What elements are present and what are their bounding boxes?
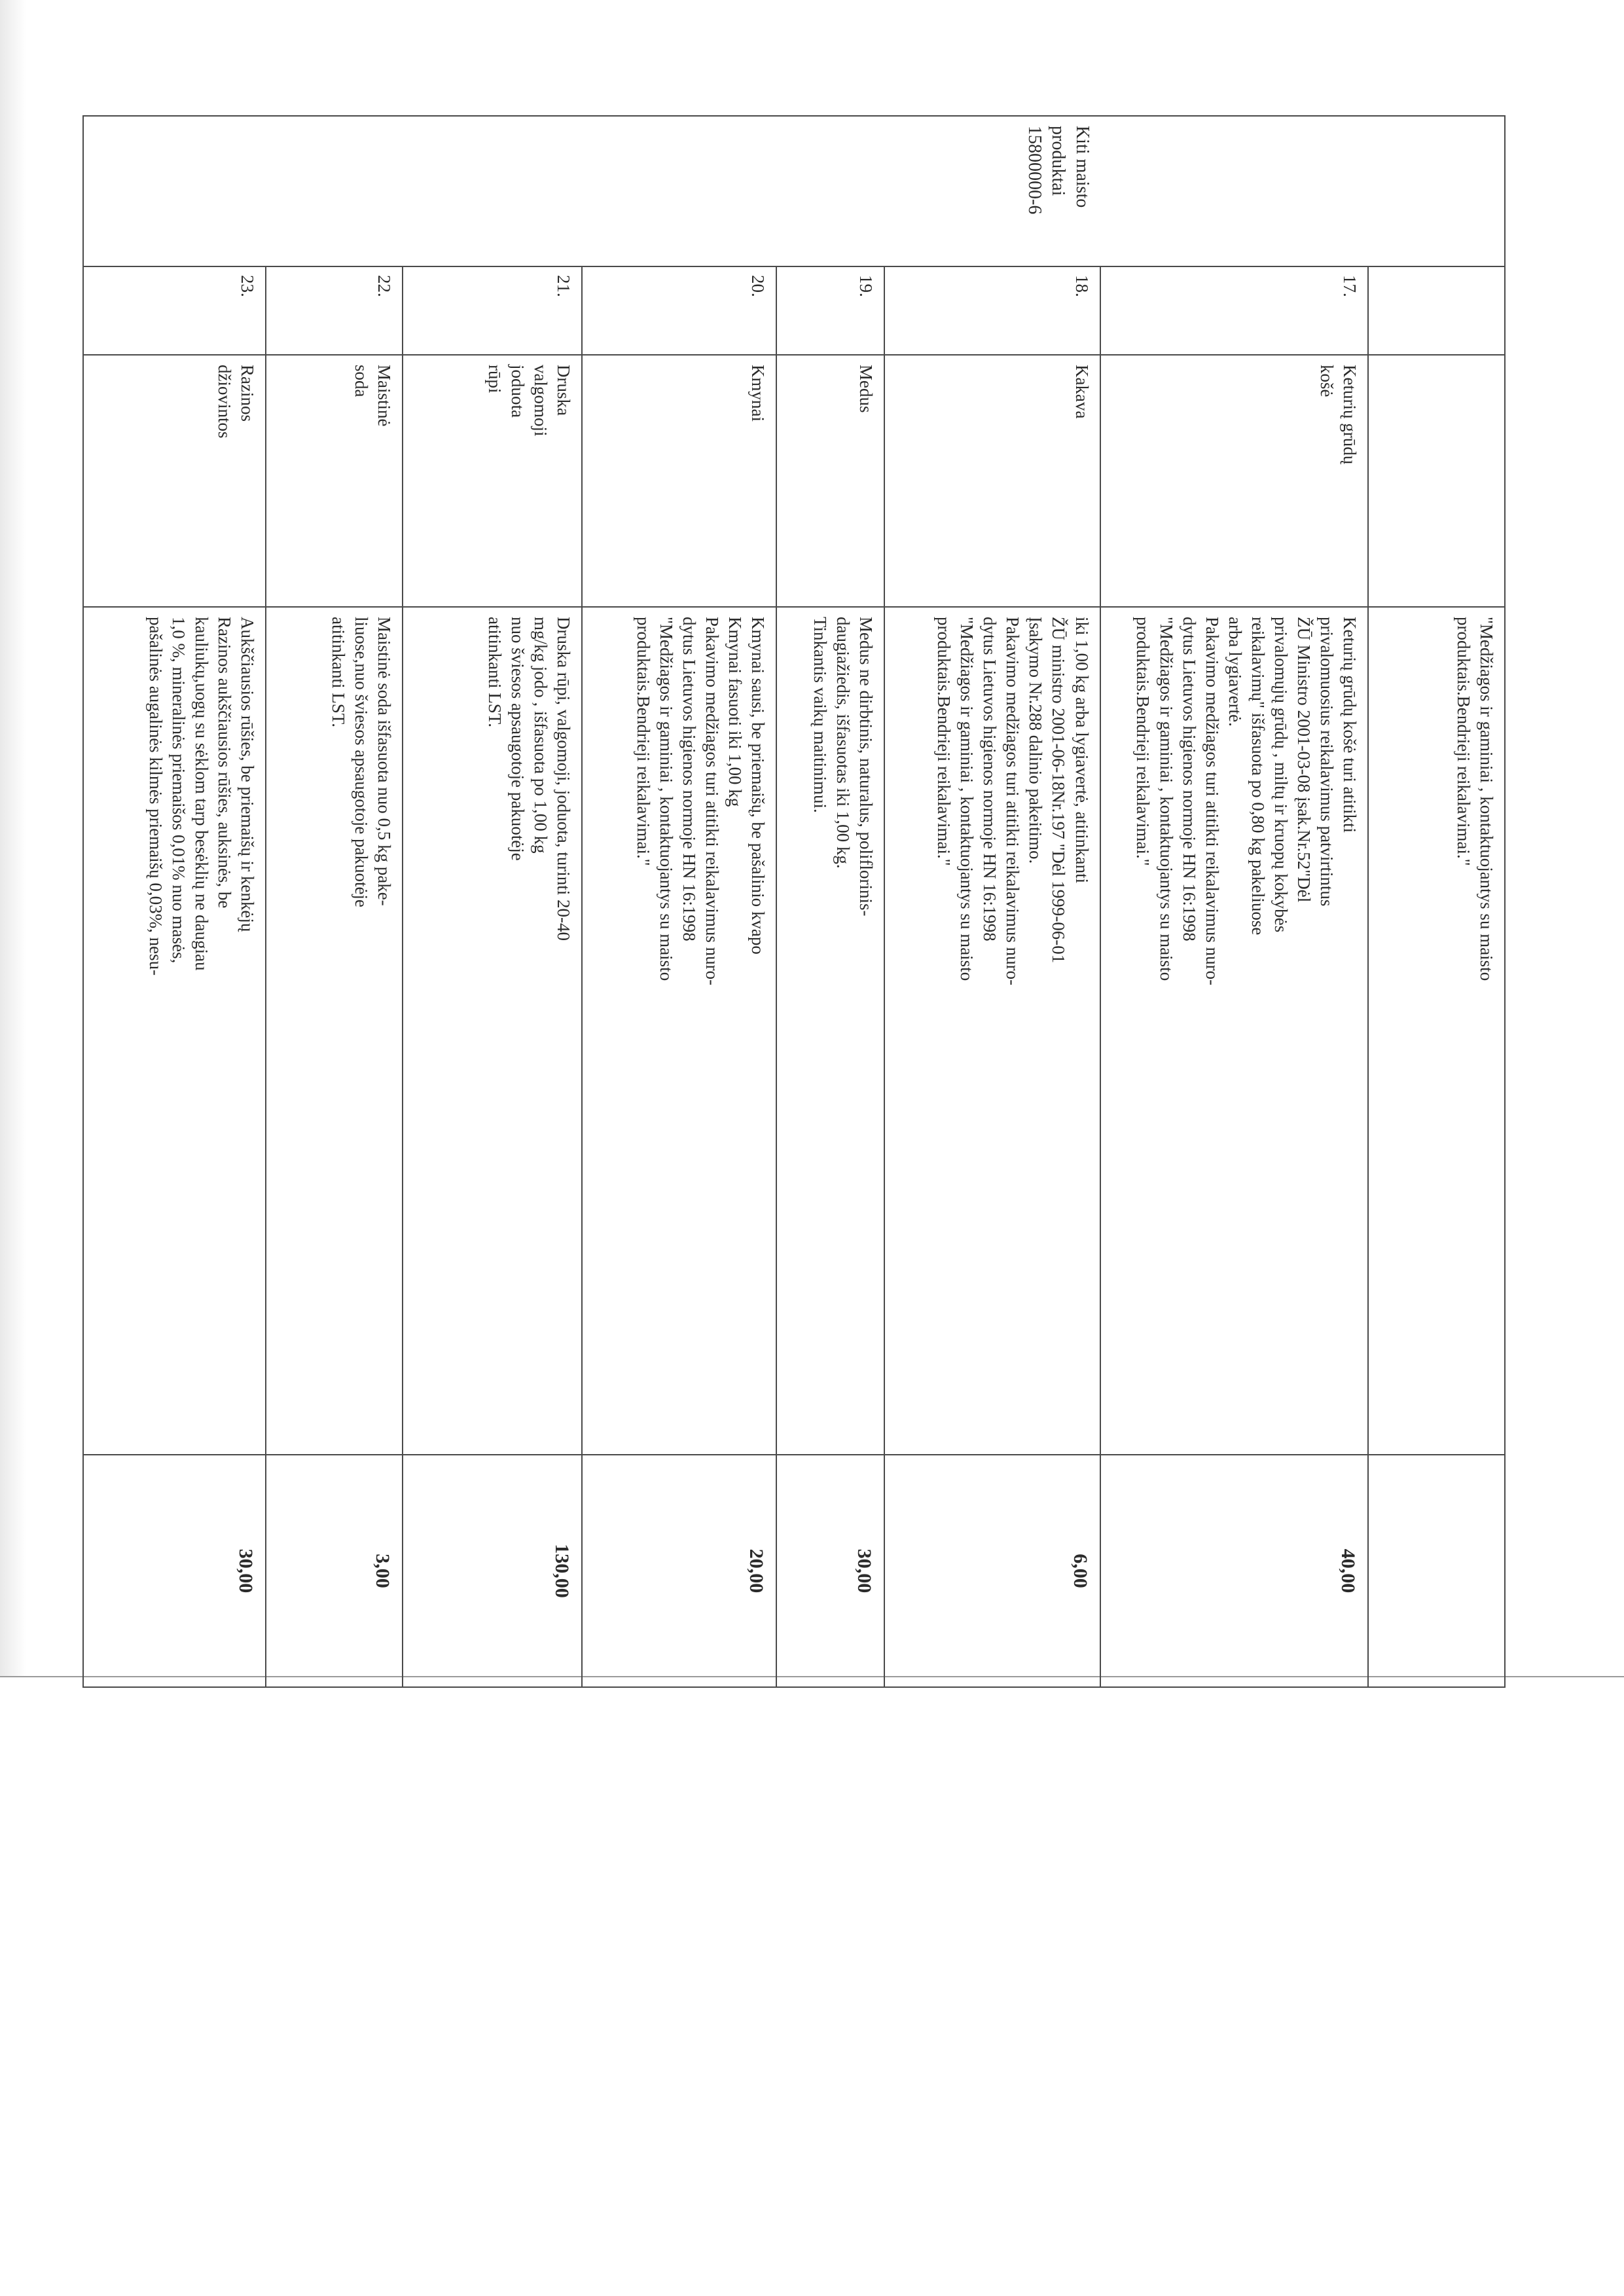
desc-line: Aukščiausios rūšies, be priemaišų ir kenkėjų — [238, 617, 258, 932]
item-description — [266, 607, 403, 1455]
item-price: 30,00 — [776, 1455, 884, 1687]
desc-line: dytus Lietuvos higienos normoje HN 16:1998 — [679, 617, 699, 941]
desc-line: iki 1,00 kg arba lygiavertė, atitinkanti — [1072, 617, 1092, 884]
desc-line: privalomuosius reikalavimus patvirtintus — [1317, 617, 1337, 907]
item-price: 30,00 — [83, 1455, 266, 1687]
desc-line: liuose,nuo šviesos apsaugotoje pakuotėje — [351, 617, 371, 907]
row-number: 17. — [1100, 266, 1369, 355]
desc-line: produktais.Bendrieji reikalavimai." — [933, 617, 954, 866]
desc-line: Tinkantis vaikų maitinimui. — [810, 617, 830, 813]
item-name — [1100, 355, 1369, 607]
category-line: produktai — [1048, 126, 1069, 196]
desc-line: Medus ne dirbtinis, naturalus, poliflorinis- — [856, 617, 876, 917]
name-line: Maistinė — [374, 365, 394, 427]
desc-line: dytus Lietuvos higienos normoje HN 16:1998 — [1179, 617, 1199, 941]
table-row — [583, 116, 777, 1687]
item-name — [83, 355, 266, 607]
item-price: 3,00 — [266, 1455, 403, 1687]
item-description — [884, 607, 1100, 1455]
item-description — [1100, 607, 1369, 1455]
item-name — [884, 355, 1100, 607]
desc-line: ŽŪ Ministro 2001-03-08 įsak.Nr.52"Dėl — [1294, 617, 1314, 903]
category-cell-spacer — [1100, 116, 1369, 266]
item-price: 20,00 — [583, 1455, 777, 1687]
row-number: 19. — [776, 266, 884, 355]
item-description — [583, 607, 777, 1455]
name-line: Medus — [856, 365, 876, 413]
desc-line: Druska rūpi, valgomoji, joduota, turinti 20-40 — [554, 617, 574, 941]
desc-line: "Medžiagos ir gaminiai , kontaktuojantys su maisto — [1477, 617, 1496, 981]
desc-line: produktais.Bendrieji reikalavimai." — [1133, 617, 1153, 866]
procurement-table — [82, 115, 1506, 1688]
item-price: 6,00 — [884, 1455, 1100, 1687]
desc-line: Kmynai sausi, be priemaišų, be pašalinio kvapo — [748, 617, 768, 955]
name-line: Druska — [554, 365, 574, 416]
item-description — [403, 607, 583, 1455]
desc-line: 1,0 %, mineralinės priemaišos 0,01% nuo masės, — [168, 617, 189, 964]
desc-line: nuo šviesos apsaugotoje pakuotėje — [508, 617, 528, 861]
row-number: 21. — [403, 266, 583, 355]
desc-line: daugiažiedis, išfasuotas iki 1,00 kg. — [833, 617, 853, 869]
desc-line: Pakavimo medžiagos turi atitikti reikalavimus nuro- — [702, 617, 722, 986]
procurement-table-rotated — [82, 115, 1506, 1686]
name-line: džiovintos — [215, 365, 235, 439]
item-name — [266, 355, 403, 607]
desc-line: "Medžiagos ir gaminiai , kontaktuojantys su maisto — [957, 617, 977, 981]
desc-line: Pakavimo medžiagos turi atitikti reikalavimus nuro- — [1202, 617, 1222, 986]
desc-line: privalomųjų grūdų , miltų ir kruopų kokybės — [1271, 617, 1291, 933]
item-name — [776, 355, 884, 607]
desc-line: mg/kg jodo , išfasuota po 1,00 kg — [531, 617, 551, 854]
desc-line: atitinkanti LST. — [328, 617, 348, 727]
name-line: Razinos — [238, 365, 258, 422]
desc-line: Kmynai fasuoti iki 1,00 kg — [725, 617, 746, 807]
row-number: 23. — [83, 266, 266, 355]
desc-line: kauliukų,uogų su sėklom tarp besėklių ne daugiau — [191, 617, 211, 971]
desc-line: reikalavimų" išfasuota po 0,80 kg pakeliuose — [1248, 617, 1268, 936]
continuation-description — [1368, 607, 1505, 1455]
table-row — [403, 116, 583, 1687]
name-line: Keturių grūdų — [1340, 365, 1360, 465]
scan-edge-shadow — [0, 0, 26, 1676]
table-row — [266, 116, 403, 1687]
name-line: Kakava — [1072, 365, 1092, 419]
desc-line: dytus Lietuvos higienos normoje HN 16:1998 — [980, 617, 1000, 941]
item-name — [403, 355, 583, 607]
desc-line: produktais.Bendrieji reikalavimai." — [633, 617, 653, 866]
price-cell-empty — [1368, 1455, 1505, 1687]
category-line: 15800000-6 — [1024, 126, 1045, 215]
desc-line: "Medžiagos ir gaminiai , kontaktuojantys su maisto — [1156, 617, 1176, 981]
row-number: 22. — [266, 266, 403, 355]
desc-line: Pakavimo medžiagos turi atitikti reikalavimus nuro- — [1003, 617, 1023, 986]
desc-line: ŽŪ ministro 2001-06-18Nr.197 "Dėl 1999-06-01 — [1049, 617, 1069, 964]
name-line: joduota — [508, 365, 528, 418]
category-cell-top — [1368, 116, 1505, 266]
desc-line: Razinos aukščiausios rūšies, auksinės, be — [215, 617, 235, 909]
desc-line: arba lygiavertė. — [1225, 617, 1245, 727]
continuation-row — [1368, 116, 1505, 1687]
desc-line: Įsakymo Nr.288 dalinio pakeitimo. — [1026, 617, 1046, 864]
item-price: 40,00 — [1100, 1455, 1369, 1687]
table-row — [83, 116, 266, 1687]
category-cell — [83, 116, 1100, 266]
item-description — [776, 607, 884, 1455]
name-line: rūpi — [485, 365, 505, 393]
name-line: valgomoji — [531, 365, 551, 437]
desc-line: pašalinės augalinės kilmės priemaišų 0,03%, nesu- — [145, 617, 166, 976]
table-row — [776, 116, 884, 1687]
number-cell-empty — [1368, 266, 1505, 355]
name-cell-empty — [1368, 355, 1505, 607]
desc-line: atitinkanti LST. — [485, 617, 505, 727]
name-line: soda — [351, 365, 371, 397]
row-number: 20. — [583, 266, 777, 355]
table-row — [1100, 116, 1369, 1687]
row-number: 18. — [884, 266, 1100, 355]
item-name — [583, 355, 777, 607]
desc-line: Keturių grūdų košė turi atitikti — [1340, 617, 1360, 833]
desc-line: produktais.Bendrieji reikalavimai." — [1453, 617, 1473, 866]
item-price: 130,00 — [403, 1455, 583, 1687]
table-row — [884, 116, 1100, 1687]
name-line: Kmynai — [748, 365, 768, 422]
desc-line: "Medžiagos ir gaminiai , kontaktuojantys su maisto — [656, 617, 676, 981]
item-description — [83, 607, 266, 1455]
name-line: košė — [1317, 365, 1337, 397]
category-line: Kiti maisto — [1072, 126, 1092, 208]
desc-line: Maistinė soda išfasuota nuo 0,5 kg pake- — [374, 617, 394, 906]
